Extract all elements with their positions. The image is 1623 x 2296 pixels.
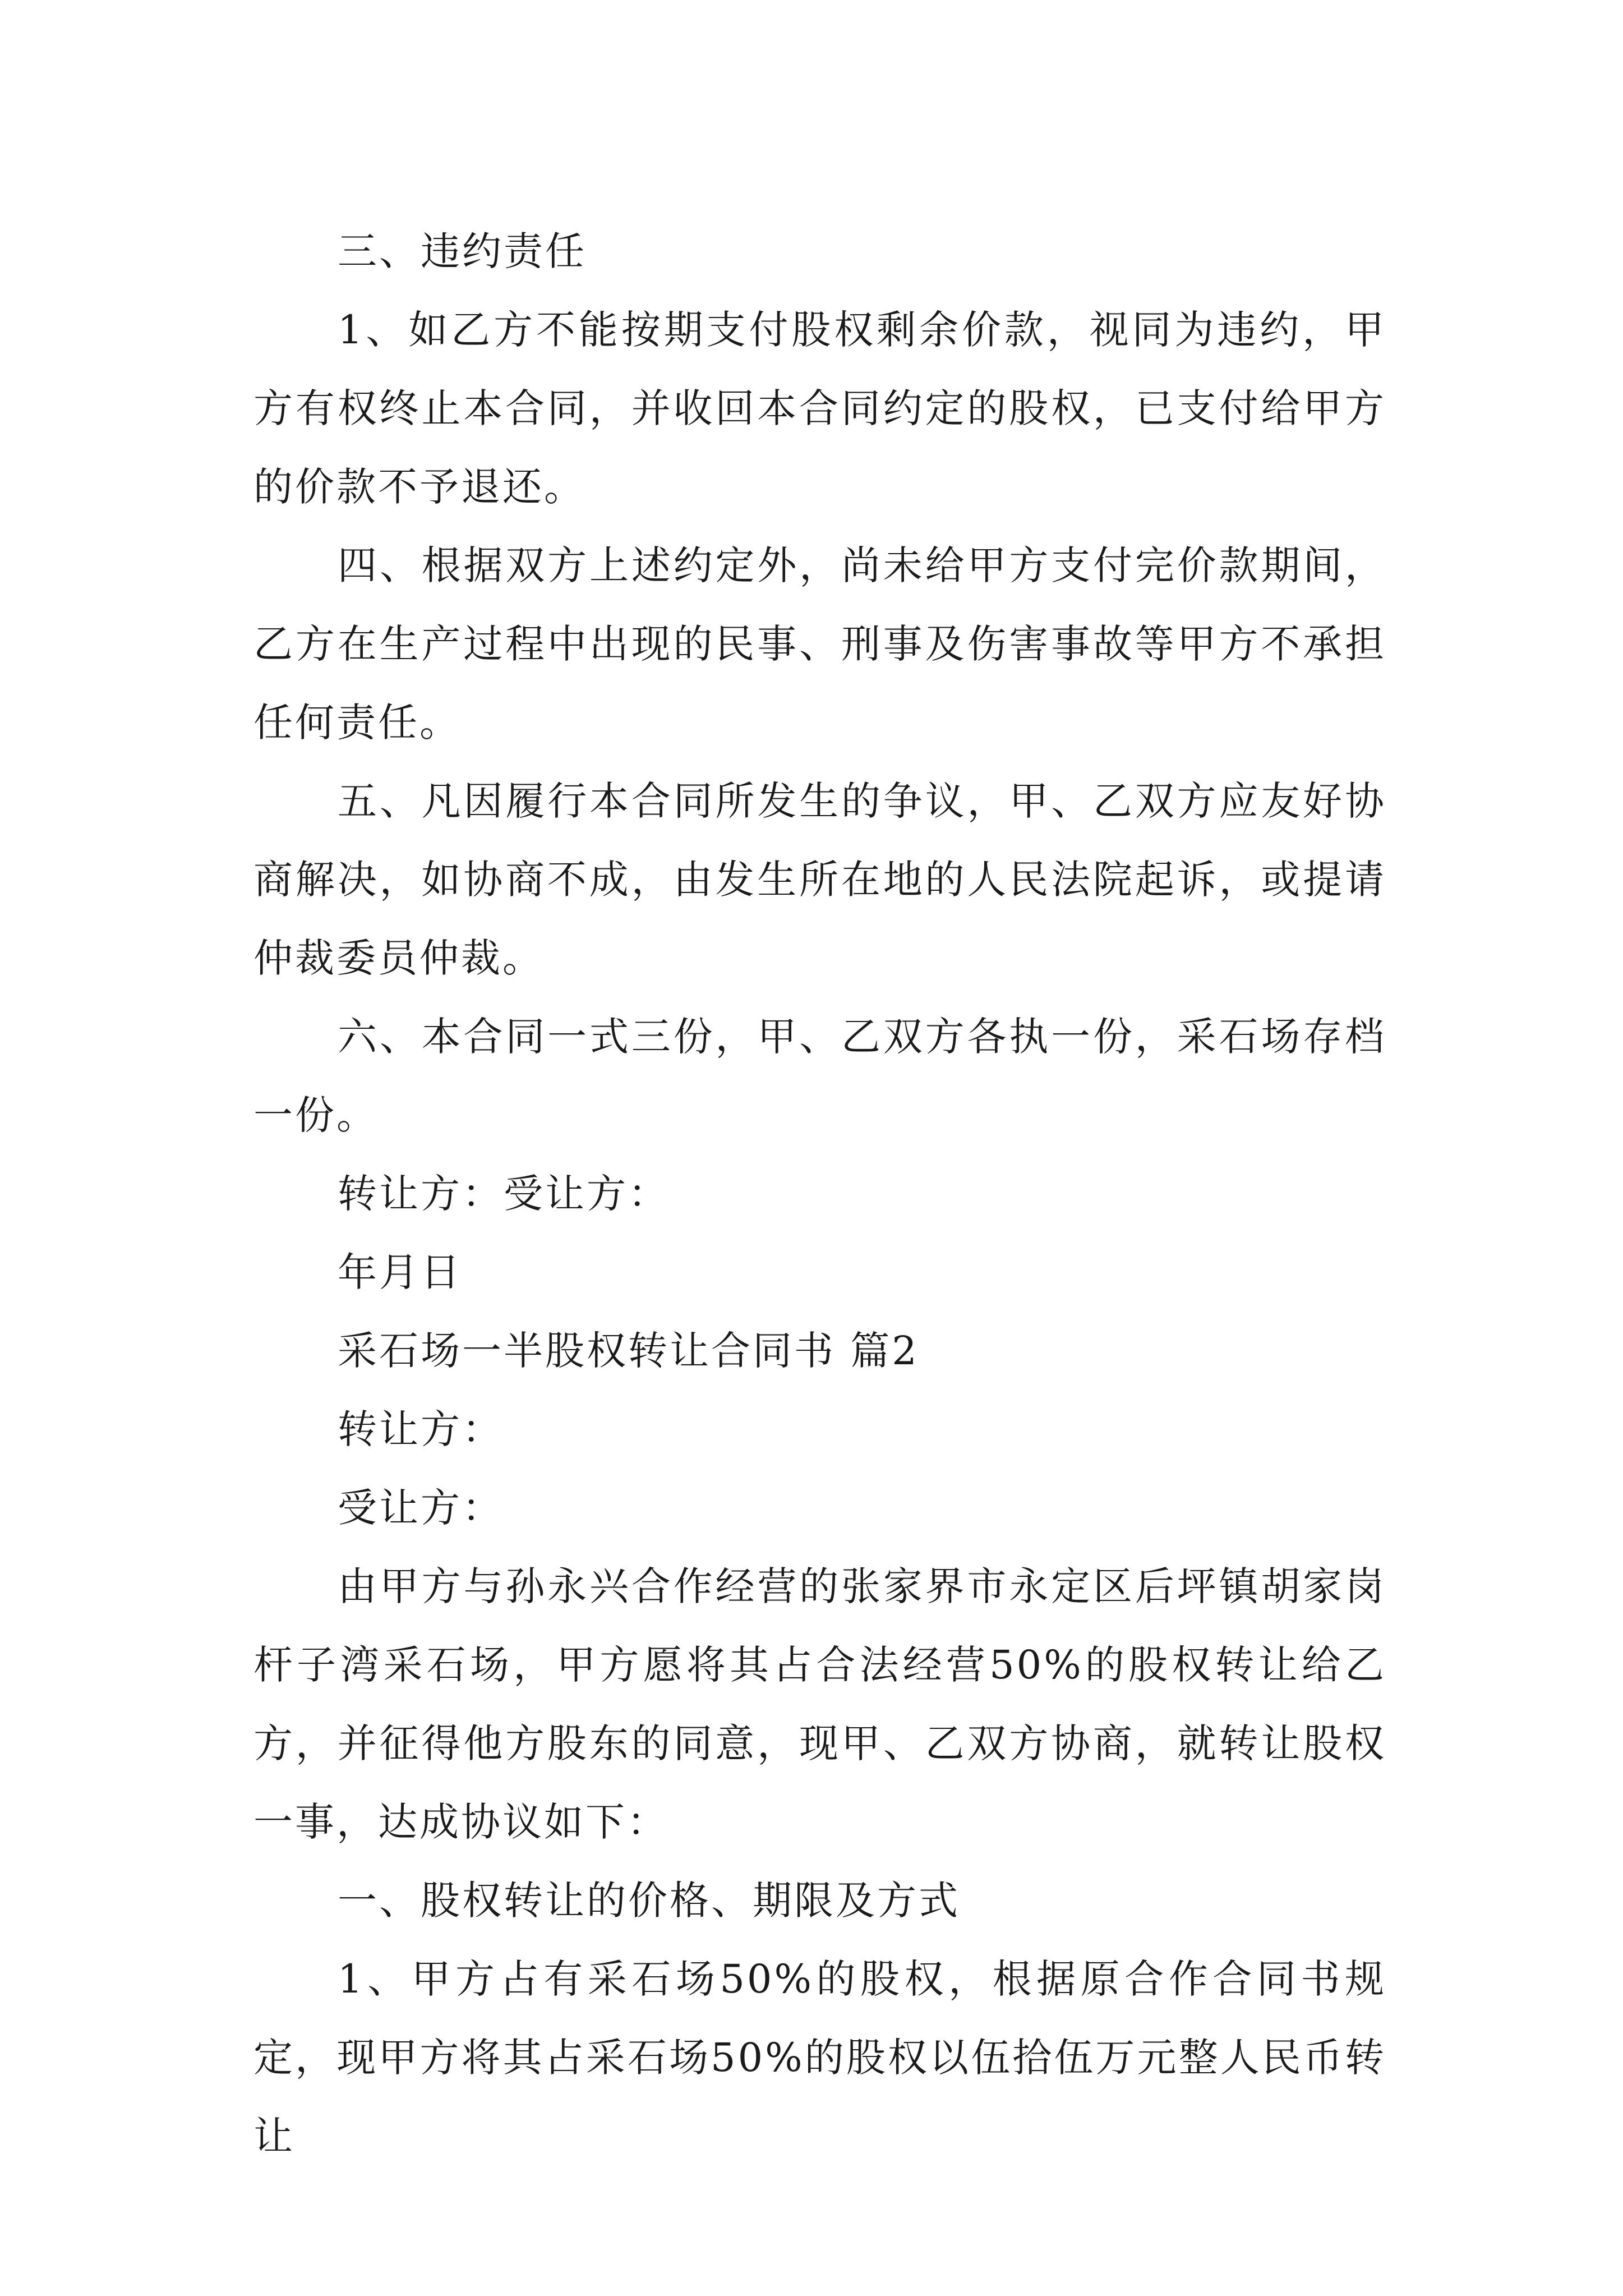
document-body (253, 212, 1386, 2175)
section-heading-breach-liability: 三、违约责任 (338, 228, 587, 274)
transferor-label: 转让方： (338, 1406, 504, 1452)
paragraph-clause-5: 五、凡因履行本合同所发生的争议，甲、乙双方应友好协商解决，如协商不成，由发生所在地的人民法院起诉，或提请仲裁委员仲裁。 (253, 778, 1386, 981)
transferee-label: 受让方： (338, 1485, 504, 1531)
paragraph-preamble: 由甲方与孙永兴合作经营的张家界市永定区后坪镇胡家岗杆子湾采石场，甲方愿将其占合法经营50%的股权转让给乙方，并征得他方股东的同意，现甲、乙双方协商，就转让股权一事，达成协议如下： (253, 1563, 1386, 1845)
section-heading-price-terms: 一、股权转让的价格、期限及方式 (338, 1878, 960, 1924)
paragraph-price-clause-1: 1、甲方占有采石场50%的股权，根据原合作合同书规定，现甲方将其占采石场50%的股权以伍拾伍万元整人民币转让 (253, 1956, 1386, 2159)
signature-line-date: 年月日 (338, 1249, 462, 1295)
paragraph-breach-clause-1: 1、如乙方不能按期支付股权剩余价款，视同为违约，甲方有权终止本合同，并收回本合同约定的股权，已支付给甲方的价款不予退还。 (253, 307, 1386, 510)
signature-line-parties: 转让方：受让方： (338, 1171, 670, 1217)
contract-title-part-2: 采石场一半股权转让合同书 篇2 (338, 1328, 919, 1374)
paragraph-clause-6: 六、本合同一式三份，甲、乙双方各执一份，采石场存档一份。 (253, 1014, 1386, 1138)
paragraph-clause-4: 四、根据双方上述约定外，尚未给甲方支付完价款期间，乙方在生产过程中出现的民事、刑事及伤害事故等甲方不承担任何责任。 (253, 542, 1386, 746)
